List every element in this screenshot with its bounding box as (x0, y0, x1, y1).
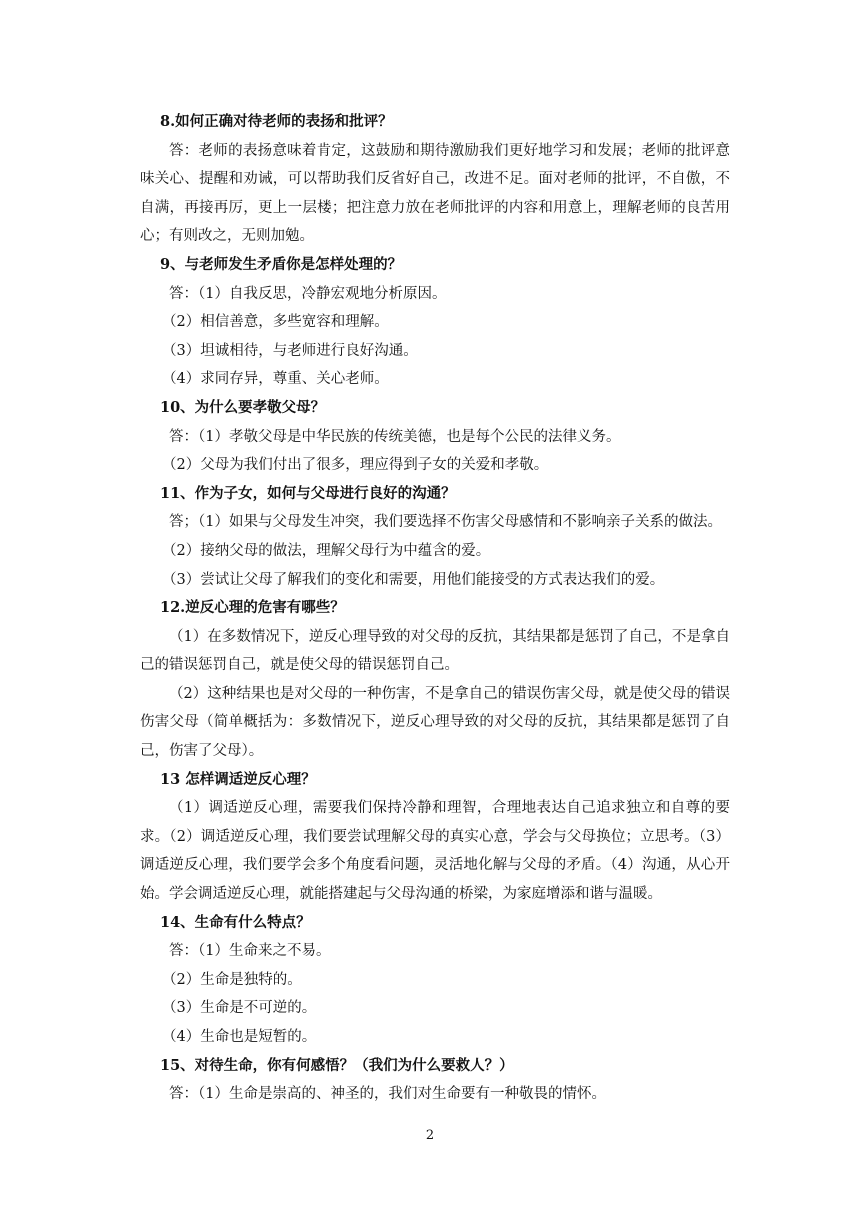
question-heading: 14、生命有什么特点？ (160, 913, 311, 931)
question-heading: 11、作为子女，如何与父母进行良好的沟通？ (160, 484, 456, 502)
page-number: 2 (425, 1128, 435, 1143)
answer-paragraph: （3）尝试让父母了解我们的变化和需要，用他们能接受的方式表达我们的爱。 (162, 571, 665, 588)
answer-paragraph: （4）生命也是短暂的。 (162, 1029, 317, 1045)
question-heading: 13 怎样调适逆反心理？ (160, 770, 316, 788)
answer-paragraph: 答；（1）如果与父母发生冲突，我们要选择不伤害父母感情和不影响亲子关系的做法。 (169, 514, 722, 531)
answer-paragraph: （1）在多数情况下，逆反心理导致的对父母的反抗，其结果都是惩罚了自己，不是拿自己的错误惩罚自己，就是使父母的错误惩罚自己。 (140, 628, 730, 674)
answer-paragraph: 答：（1）自我反思，冷静宏观地分析原因。 (169, 285, 447, 302)
document-body (140, 108, 730, 1109)
question-heading: 8.如何正确对待老师的表扬和批评？ (160, 113, 393, 130)
answer-paragraph: （2）接纳父母的做法，理解父母行为中蕴含的爱。 (162, 542, 491, 559)
answer-paragraph: （2）相信善意，多些宽容和理解。 (162, 314, 389, 331)
question-heading: 10、为什么要孝敬父母？ (160, 398, 326, 416)
question-heading: 15、对待生命，你有何感悟？（我们为什么要救人？） (160, 1056, 514, 1074)
answer-paragraph: （2）这种结果也是对父母的一种伤害，不是拿自己的错误伤害父母，就是使父母的错误伤害父母（简单概括为：多数情况下，逆反心理导致的对父母的反抗，其结果都是惩罚了自己，伤害了父母）。 (140, 685, 730, 760)
answer-paragraph: （4）求同存异，尊重、关心老师。 (162, 371, 389, 388)
answer-paragraph: （3）生命是不可逆的。 (162, 1000, 317, 1017)
answer-paragraph: （1）调适逆反心理，需要我们保持冷静和理智，合理地表达自己追求独立和自尊的要求。（2）调适逆反心理，我们要尝试理解父母的真实心意，学会与父母换位；立思考。（3）调适逆反心理，我们要学会多个角度看问题，灵活地化解与父母的矛盾。（4）沟通，从心开始。学会调适逆反心理，就能搭建起与父母沟通的桥梁，为家庭增添和谐与温暖。 (140, 800, 730, 903)
answer-paragraph: 答：（1）生命来之不易。 (169, 943, 331, 960)
question-heading: 9、与老师发生矛盾你是怎样处理的？ (160, 255, 403, 273)
answer-paragraph: 答：（1）孝敬父母是中华民族的传统美德，也是每个公民的法律义务。 (169, 428, 621, 445)
answer-paragraph: （3）坦诚相待，与老师进行良好沟通。 (162, 342, 418, 359)
answer-paragraph: 答：（1）生命是崇高的、神圣的，我们对生命要有一种敬畏的情怀。 (169, 1086, 606, 1103)
answer-paragraph: 答：老师的表扬意味着肯定，这鼓励和期待激励我们更好地学习和发展；老师的批评意味关心、提醒和劝诫，可以帮助我们反省好自己，改进不足。面对老师的批评，不自傲，不自满，再接再厉，更上一层楼；把注意力放在老师批评的内容和用意上，理解老师的良苦用心；有则改之，无则加勉。 (140, 142, 730, 245)
answer-paragraph: （2）父母为我们付出了很多，理应得到子女的关爱和孝敬。 (162, 457, 549, 474)
answer-paragraph: （2）生命是独特的。 (162, 971, 302, 988)
question-heading: 12.逆反心理的危害有哪些？ (160, 599, 345, 617)
